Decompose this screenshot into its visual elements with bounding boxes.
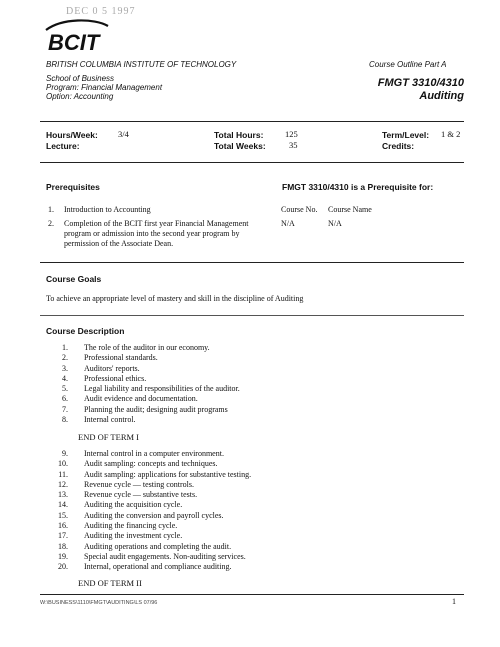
topic-number: 5. — [62, 384, 68, 394]
list-item — [44, 511, 464, 521]
topic-text: Auditing the conversion and payroll cycles. — [84, 510, 224, 520]
end-of-term-1: END OF TERM I — [78, 432, 139, 442]
page-number: 1 — [452, 597, 456, 606]
list-item — [44, 394, 464, 404]
list-item — [44, 343, 464, 353]
topic-text: Audit sampling: concepts and techniques. — [84, 459, 218, 469]
topic-number: 18. — [58, 541, 68, 551]
topic-number: 13. — [58, 490, 68, 500]
topic-number: 20. — [58, 562, 68, 572]
total-weeks-value: 35 — [289, 140, 298, 150]
hours-week-value: 3/4 — [118, 129, 129, 139]
prerequisites-heading: Prerequisites — [46, 182, 100, 192]
outline-label: Course Outline Part A — [369, 60, 447, 69]
topic-text: Professional standards. — [84, 353, 158, 363]
list-item — [44, 542, 464, 552]
topic-number: 8. — [62, 415, 68, 425]
topic-number: 14. — [58, 500, 68, 510]
topic-text: Auditing the acquisition cycle. — [84, 500, 183, 510]
list-item — [44, 531, 464, 541]
footer-file-path: W:\BUSINESS\1110\FMGT\AUDITING\LS 07/96 — [40, 600, 158, 606]
topic-text: Audit evidence and documentation. — [84, 394, 198, 404]
total-hours-label: Total Hours: — [214, 130, 264, 140]
topic-number: 11. — [58, 469, 68, 479]
goals-divider — [40, 315, 464, 316]
svg-text:BCIT: BCIT — [48, 30, 100, 55]
list-item — [44, 480, 464, 490]
topic-text: Revenue cycle — substantive tests. — [84, 490, 198, 500]
topic-number: 10. — [58, 459, 68, 469]
prereq-1-number: 1. — [48, 205, 54, 214]
prereq-2-line-1: Completion of the BCIT first year Financial Management — [64, 219, 249, 228]
list-item — [44, 449, 464, 459]
list-item — [44, 415, 464, 425]
course-name-column-header: Course Name — [328, 205, 372, 214]
topic-text: Audit sampling: applications for substantive testing. — [84, 469, 252, 479]
course-title: Auditing — [419, 90, 464, 102]
topic-number: 6. — [62, 394, 68, 404]
list-item — [44, 552, 464, 562]
topic-number: 7. — [62, 404, 68, 414]
school-name: School of Business — [46, 74, 115, 83]
course-goals-heading: Course Goals — [46, 274, 102, 284]
topic-number: 4. — [62, 373, 68, 383]
list-item — [44, 374, 464, 384]
course-code: FMGT 3310/4310 — [377, 77, 464, 89]
list-item — [44, 470, 464, 480]
list-item — [44, 405, 464, 415]
credits-label: Credits: — [382, 141, 415, 151]
topic-number: 1. — [62, 343, 68, 352]
program-name: Program: Financial Management — [46, 83, 163, 92]
bcit-logo — [42, 16, 112, 58]
prerequisite-for-heading: FMGT 3310/4310 is a Prerequisite for: — [282, 182, 434, 192]
info-divider — [40, 162, 464, 163]
topic-text: Auditing operations and completing the audit. — [84, 541, 232, 551]
list-item — [44, 562, 464, 572]
list-item — [44, 500, 464, 510]
hours-week-label: Hours/Week: — [46, 130, 98, 140]
term-level-value: 1 & 2 — [441, 129, 461, 139]
course-goals-text: To achieve an appropriate level of mastery and skill in the discipline of Auditing — [46, 294, 304, 303]
topic-text: The role of the auditor in our economy. — [84, 343, 210, 352]
prerequisites-divider — [40, 262, 464, 263]
topic-text: Auditing the investment cycle. — [84, 531, 183, 541]
topic-text: Internal, operational and compliance auditing. — [84, 562, 232, 572]
list-item — [44, 521, 464, 531]
list-item — [44, 384, 464, 394]
topic-text: Auditing the financing cycle. — [84, 521, 178, 531]
list-item — [44, 459, 464, 469]
footer-divider — [40, 594, 464, 595]
course-description-heading: Course Description — [46, 326, 125, 336]
term-1-topic-list — [44, 343, 464, 425]
topic-text: Professional ethics. — [84, 373, 147, 383]
topic-text: Legal liability and responsibilities of the auditor. — [84, 384, 240, 394]
term-2-topic-list — [44, 449, 464, 573]
term-level-label: Term/Level: — [382, 130, 430, 140]
header-divider — [40, 121, 464, 122]
topic-number: 15. — [58, 510, 68, 520]
list-item — [44, 353, 464, 363]
topic-number: 17. — [58, 531, 68, 541]
course-name-value: N/A — [328, 219, 342, 228]
course-no-column-header: Course No. — [281, 205, 318, 214]
prereq-2-number: 2. — [48, 219, 54, 228]
institute-name: BRITISH COLUMBIA INSTITUTE OF TECHNOLOGY — [46, 60, 237, 69]
topic-text: Planning the audit; designing audit programs — [84, 404, 228, 414]
topic-number: 2. — [62, 353, 68, 363]
list-item — [44, 364, 464, 374]
total-weeks-label: Total Weeks: — [214, 141, 266, 151]
topic-text: Special audit engagements. Non-auditing services. — [84, 551, 246, 561]
option-name: Option: Accounting — [46, 92, 114, 101]
prereq-1-text: Introduction to Accounting — [64, 205, 151, 214]
total-hours-value: 125 — [285, 129, 298, 139]
topic-text: Revenue cycle — testing controls. — [84, 479, 194, 489]
topic-text: Internal control in a computer environment. — [84, 449, 224, 458]
received-date-stamp: DEC 0 5 1997 — [66, 6, 136, 17]
topic-number: 19. — [58, 551, 68, 561]
prereq-2-line-3: permission of the Associate Dean. — [64, 239, 174, 248]
topic-number: 12. — [58, 479, 68, 489]
prereq-2-line-2: program or admission into the second year program by — [64, 229, 240, 238]
topic-text: Auditors' reports. — [84, 363, 140, 373]
end-of-term-2: END OF TERM II — [78, 578, 142, 588]
list-item — [44, 490, 464, 500]
lecture-label: Lecture: — [46, 141, 80, 151]
topic-number: 3. — [62, 363, 68, 373]
topic-text: Internal control. — [84, 415, 136, 425]
topic-number: 16. — [58, 521, 68, 531]
course-no-value: N/A — [281, 219, 295, 228]
topic-number: 9. — [62, 449, 68, 458]
